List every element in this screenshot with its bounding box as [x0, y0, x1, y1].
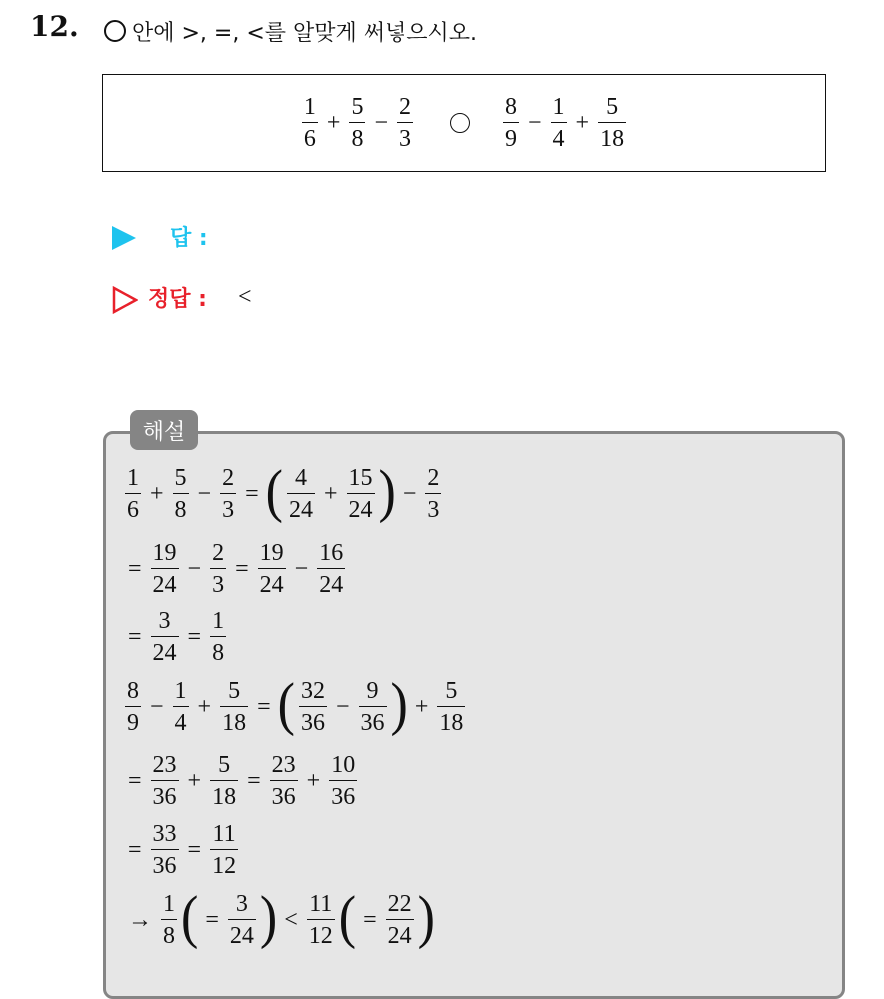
operator: −: [150, 693, 164, 720]
numerator: 1: [127, 465, 139, 491]
fraction: [307, 892, 335, 948]
fraction: [425, 466, 441, 522]
fraction: [551, 95, 567, 151]
question-instruction: [104, 16, 477, 47]
right-paren: ): [390, 671, 408, 738]
numerator: 5: [228, 678, 241, 704]
fraction: [598, 95, 626, 151]
fraction: [329, 753, 357, 809]
denominator: 24: [317, 568, 345, 597]
fraction: [287, 466, 315, 522]
left-paren: (: [277, 671, 295, 738]
numerator: 5: [218, 752, 231, 778]
operator: =: [187, 836, 202, 863]
expression-row: [102, 74, 826, 172]
fraction: [151, 541, 179, 597]
fraction: [210, 541, 226, 597]
operator: −: [528, 109, 542, 136]
denominator: 6: [125, 493, 141, 522]
numerator: 5: [606, 94, 619, 120]
answer-arrow-icon: [112, 226, 136, 250]
denominator: 3: [220, 493, 236, 522]
denominator: 4: [173, 706, 189, 735]
right-paren: ): [259, 884, 278, 951]
operator: =: [205, 906, 219, 933]
solution-tag: 해설: [130, 410, 198, 450]
fraction: [228, 892, 256, 948]
numerator: 10: [331, 752, 356, 778]
denominator: 6: [302, 122, 318, 151]
fraction: [173, 466, 189, 522]
denominator: 24: [228, 919, 256, 948]
expression-right: [500, 95, 629, 151]
denominator: 24: [258, 568, 286, 597]
operator: =: [128, 623, 142, 650]
operator: =: [128, 555, 142, 582]
fraction: [299, 679, 327, 735]
fraction: [397, 95, 413, 151]
numerator: 22: [387, 891, 412, 917]
denominator: 18: [210, 780, 238, 809]
answer-label: 답 :: [170, 226, 208, 251]
operator: +: [197, 693, 212, 720]
numerator: 4: [294, 465, 307, 491]
operator: =: [245, 480, 259, 507]
left-paren: (: [338, 884, 357, 951]
numerator: 16: [319, 540, 344, 566]
fraction: [302, 95, 318, 151]
numerator: 23: [152, 752, 177, 778]
numerator: 3: [235, 891, 248, 917]
denominator: 36: [270, 780, 298, 809]
numerator: 1: [303, 94, 316, 120]
left-paren: (: [181, 884, 199, 951]
denominator: 3: [210, 568, 226, 597]
fraction: [125, 466, 141, 522]
denominator: 3: [425, 493, 441, 522]
solution-line: [122, 671, 468, 738]
denominator: 8: [173, 493, 189, 522]
denominator: 36: [329, 780, 357, 809]
numerator: 19: [259, 540, 284, 566]
solution-line: [122, 541, 348, 597]
numerator: 32: [300, 678, 325, 704]
operator: =: [235, 555, 249, 582]
numerator: 11: [309, 891, 333, 917]
correct-arrow-icon: [112, 286, 138, 314]
denominator: 18: [437, 706, 465, 735]
question-number: 12.: [30, 10, 79, 43]
denominator: 3: [397, 122, 413, 151]
denominator: 4: [551, 122, 567, 151]
denominator: 12: [210, 849, 238, 878]
numerator: 2: [427, 465, 440, 491]
solution-line: [122, 753, 360, 809]
right-paren: ): [378, 458, 396, 525]
fraction: [220, 466, 236, 522]
fraction: [317, 541, 345, 597]
numerator: 1: [174, 678, 187, 704]
denominator: 9: [503, 122, 519, 151]
solution-line: [122, 822, 241, 878]
operator: −: [187, 555, 202, 582]
numerator: 5: [174, 465, 187, 491]
fraction: [386, 892, 414, 948]
denominator: 12: [307, 919, 335, 948]
fraction: [210, 609, 226, 665]
denominator: 8: [210, 636, 226, 665]
operator: →: [128, 906, 152, 933]
operator: +: [414, 693, 429, 720]
fraction: [210, 753, 238, 809]
numerator: 9: [366, 678, 379, 704]
solution-line: [122, 609, 229, 665]
denominator: 36: [151, 780, 179, 809]
numerator: 5: [445, 678, 458, 704]
solution-line: [122, 458, 444, 525]
denominator: 18: [598, 122, 626, 151]
operator: −: [335, 693, 350, 720]
numerator: 5: [351, 94, 364, 120]
fraction: [220, 679, 248, 735]
fraction: [151, 753, 179, 809]
operator: =: [257, 693, 271, 720]
denominator: 36: [151, 849, 179, 878]
operator: +: [575, 109, 590, 136]
operator: =: [247, 767, 261, 794]
fraction: [347, 466, 375, 522]
operator: −: [374, 109, 388, 136]
fraction: [349, 95, 365, 151]
operator: =: [363, 906, 377, 933]
numerator: 1: [163, 891, 175, 917]
denominator: 24: [287, 493, 315, 522]
numerator: 11: [212, 821, 236, 847]
numerator: 19: [152, 540, 177, 566]
solution-line: [122, 884, 436, 951]
numerator: 3: [158, 608, 171, 634]
operator: +: [187, 767, 202, 794]
denominator: 9: [125, 706, 141, 735]
numerator: 33: [152, 821, 177, 847]
denominator: 24: [151, 636, 179, 665]
fraction: [359, 679, 387, 735]
left-paren: (: [265, 458, 283, 525]
denominator: 24: [386, 919, 414, 948]
operator: =: [128, 836, 142, 863]
operator: <: [284, 906, 298, 933]
fraction: [151, 609, 179, 665]
operator: +: [326, 109, 341, 136]
operator: +: [306, 767, 321, 794]
numerator: 1: [552, 94, 565, 120]
denominator: 18: [220, 706, 248, 735]
right-paren: ): [417, 884, 435, 951]
comparison-blank-circle[interactable]: [450, 113, 470, 133]
fraction: [173, 679, 189, 735]
numerator: 2: [399, 94, 411, 120]
operator: +: [150, 480, 164, 507]
numerator: 23: [271, 752, 296, 778]
operator: =: [187, 623, 202, 650]
fraction: [125, 679, 141, 735]
fraction: [258, 541, 286, 597]
expression-left: [299, 95, 416, 151]
fraction: [210, 822, 238, 878]
denominator: 8: [349, 122, 365, 151]
denominator: 36: [299, 706, 327, 735]
fraction: [503, 95, 519, 151]
fraction: [270, 753, 298, 809]
operator: −: [294, 555, 309, 582]
denominator: 24: [151, 568, 179, 597]
numerator: 8: [505, 94, 517, 120]
instruction-text: 안에 >, =, <를 알맞게 써넣으시오.: [132, 21, 478, 46]
numerator: 8: [127, 678, 139, 704]
fraction: [151, 822, 179, 878]
operator: =: [128, 767, 142, 794]
operator: −: [402, 480, 417, 507]
denominator: 36: [359, 706, 387, 735]
blank-circle-icon: [104, 20, 126, 42]
denominator: 24: [347, 493, 375, 522]
numerator: 15: [348, 465, 373, 491]
correct-value: <: [238, 284, 252, 310]
fraction: [161, 892, 177, 948]
operator: +: [323, 480, 338, 507]
operator: −: [197, 480, 212, 507]
numerator: 1: [212, 608, 225, 634]
denominator: 8: [161, 919, 177, 948]
numerator: 2: [222, 465, 235, 491]
correct-label: 정답 :: [148, 287, 207, 312]
numerator: 2: [212, 540, 225, 566]
fraction: [437, 679, 465, 735]
